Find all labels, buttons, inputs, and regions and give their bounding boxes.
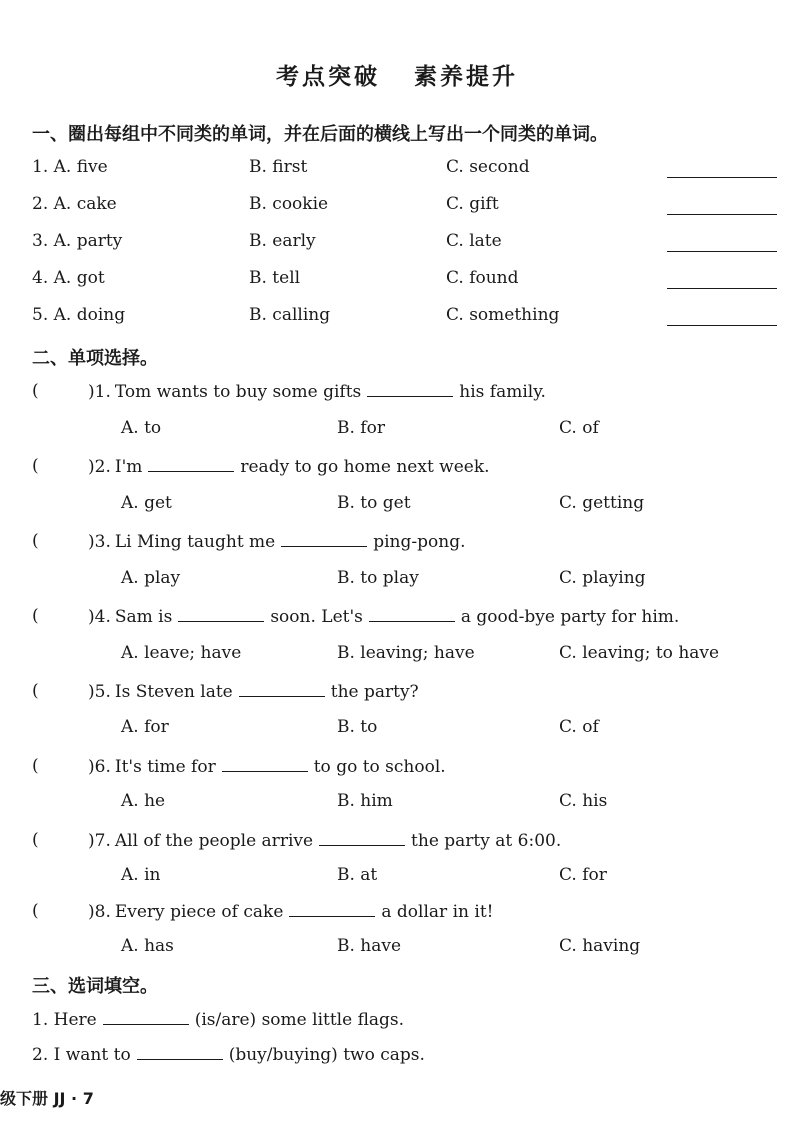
answer-blank[interactable] xyxy=(319,830,405,846)
question-text: ping-pong. xyxy=(373,532,466,552)
option-b: B. to xyxy=(337,717,378,737)
page-title xyxy=(0,58,794,91)
answer-paren[interactable]: ( xyxy=(32,606,39,626)
title-part-2: 素养提升 xyxy=(414,64,518,90)
fill-suffix: (is/are) some little flags. xyxy=(194,1010,405,1030)
answer-blank[interactable] xyxy=(222,756,308,772)
fill-prefix: 1. Here xyxy=(32,1010,97,1030)
section-1-heading: 一、圈出每组中不同类的单词，并在后面的横线上写出一个同类的单词。 xyxy=(32,124,608,145)
question-text: All of the people arrive xyxy=(114,831,314,851)
answer-line[interactable] xyxy=(667,325,777,326)
section-3-item-2 xyxy=(32,1044,425,1065)
question-number: )6. xyxy=(88,757,111,777)
option-b: B. to get xyxy=(337,493,411,513)
question-2 xyxy=(88,456,490,477)
option-a: 1. A. five xyxy=(32,157,108,177)
option-a: A. to xyxy=(121,418,162,438)
option-b: B. have xyxy=(337,936,402,956)
answer-blank[interactable] xyxy=(148,456,234,472)
option-b: B. at xyxy=(337,865,378,885)
question-text: It's time for xyxy=(114,757,216,777)
option-a: 3. A. party xyxy=(32,231,123,251)
option-c: C. for xyxy=(559,865,607,885)
answer-paren[interactable]: ( xyxy=(32,456,39,476)
answer-line[interactable] xyxy=(667,214,777,215)
answer-blank[interactable] xyxy=(137,1044,223,1060)
question-text: a dollar in it! xyxy=(381,902,494,922)
section-3-heading: 三、选词填空。 xyxy=(32,976,158,997)
option-b: B. him xyxy=(337,791,393,811)
answer-paren[interactable]: ( xyxy=(32,901,39,921)
question-number: )2. xyxy=(88,457,111,477)
question-7 xyxy=(88,830,561,851)
title-part-1: 考点突破 xyxy=(276,64,380,90)
fill-prefix: 2. I want to xyxy=(32,1045,131,1065)
option-b: B. tell xyxy=(249,268,301,288)
option-a: A. he xyxy=(121,791,166,811)
question-text: his family. xyxy=(459,382,546,402)
answer-paren[interactable]: ( xyxy=(32,531,39,551)
option-c: C. having xyxy=(559,936,641,956)
question-text: the party at 6:00. xyxy=(411,831,562,851)
option-c: C. of xyxy=(559,717,599,737)
question-number: )8. xyxy=(88,902,111,922)
option-c: C. late xyxy=(446,231,502,251)
option-c: C. second xyxy=(446,157,530,177)
option-c: C. leaving; to have xyxy=(559,643,720,663)
question-text: the party? xyxy=(330,682,419,702)
question-number: )3. xyxy=(88,532,111,552)
option-b: B. cookie xyxy=(249,194,329,214)
option-c: C. something xyxy=(446,305,560,325)
question-6 xyxy=(88,756,446,777)
option-a: 4. A. got xyxy=(32,268,105,288)
option-a: A. for xyxy=(121,717,169,737)
option-c: C. getting xyxy=(559,493,645,513)
option-a: A. has xyxy=(121,936,174,956)
answer-line[interactable] xyxy=(667,251,777,252)
answer-blank[interactable] xyxy=(289,901,375,917)
option-a: A. play xyxy=(121,568,181,588)
question-number: )4. xyxy=(88,607,111,627)
answer-blank[interactable] xyxy=(178,606,264,622)
option-a: A. get xyxy=(121,493,172,513)
question-text: a good-bye party for him. xyxy=(460,607,680,627)
section-2-heading: 二、单项选择。 xyxy=(32,348,158,369)
option-b: B. early xyxy=(249,231,316,251)
option-a: A. in xyxy=(121,865,161,885)
option-b: B. leaving; have xyxy=(337,643,475,663)
question-number: )1. xyxy=(88,382,111,402)
option-c: C. gift xyxy=(446,194,499,214)
answer-paren[interactable]: ( xyxy=(32,681,39,701)
option-a: 5. A. doing xyxy=(32,305,126,325)
question-number: )7. xyxy=(88,831,111,851)
answer-paren[interactable]: ( xyxy=(32,381,39,401)
option-c: C. his xyxy=(559,791,608,811)
question-text: to go to school. xyxy=(313,757,446,777)
option-c: C. of xyxy=(559,418,599,438)
answer-blank[interactable] xyxy=(239,681,325,697)
question-1 xyxy=(88,381,546,402)
answer-blank[interactable] xyxy=(369,606,455,622)
question-5 xyxy=(88,681,419,702)
question-4 xyxy=(88,606,679,627)
answer-paren[interactable]: ( xyxy=(32,830,39,850)
question-number: )5. xyxy=(88,682,111,702)
question-8 xyxy=(88,901,493,922)
section-3-item-1 xyxy=(32,1009,404,1030)
option-c: C. playing xyxy=(559,568,646,588)
question-text: ready to go home next week. xyxy=(240,457,490,477)
question-text: Tom wants to buy some gifts xyxy=(114,382,362,402)
option-a: A. leave; have xyxy=(121,643,242,663)
page-footer: 级下册 JJ · 7 xyxy=(0,1089,94,1108)
option-b: B. first xyxy=(249,157,308,177)
option-b: B. for xyxy=(337,418,385,438)
question-text: Sam is xyxy=(114,607,173,627)
question-text: soon. Let's xyxy=(270,607,363,627)
question-text: Every piece of cake xyxy=(114,902,284,922)
option-b: B. to play xyxy=(337,568,419,588)
question-text: Is Steven late xyxy=(114,682,233,702)
option-b: B. calling xyxy=(249,305,331,325)
answer-blank[interactable] xyxy=(367,381,453,397)
answer-blank[interactable] xyxy=(103,1009,189,1025)
fill-suffix: (buy/buying) two caps. xyxy=(228,1045,425,1065)
question-text: I'm xyxy=(114,457,143,477)
question-3 xyxy=(88,531,465,552)
answer-paren[interactable]: ( xyxy=(32,756,39,776)
answer-blank[interactable] xyxy=(281,531,367,547)
option-c: C. found xyxy=(446,268,519,288)
answer-line[interactable] xyxy=(667,288,777,289)
answer-line[interactable] xyxy=(667,177,777,178)
option-a: 2. A. cake xyxy=(32,194,117,214)
question-text: Li Ming taught me xyxy=(114,532,276,552)
